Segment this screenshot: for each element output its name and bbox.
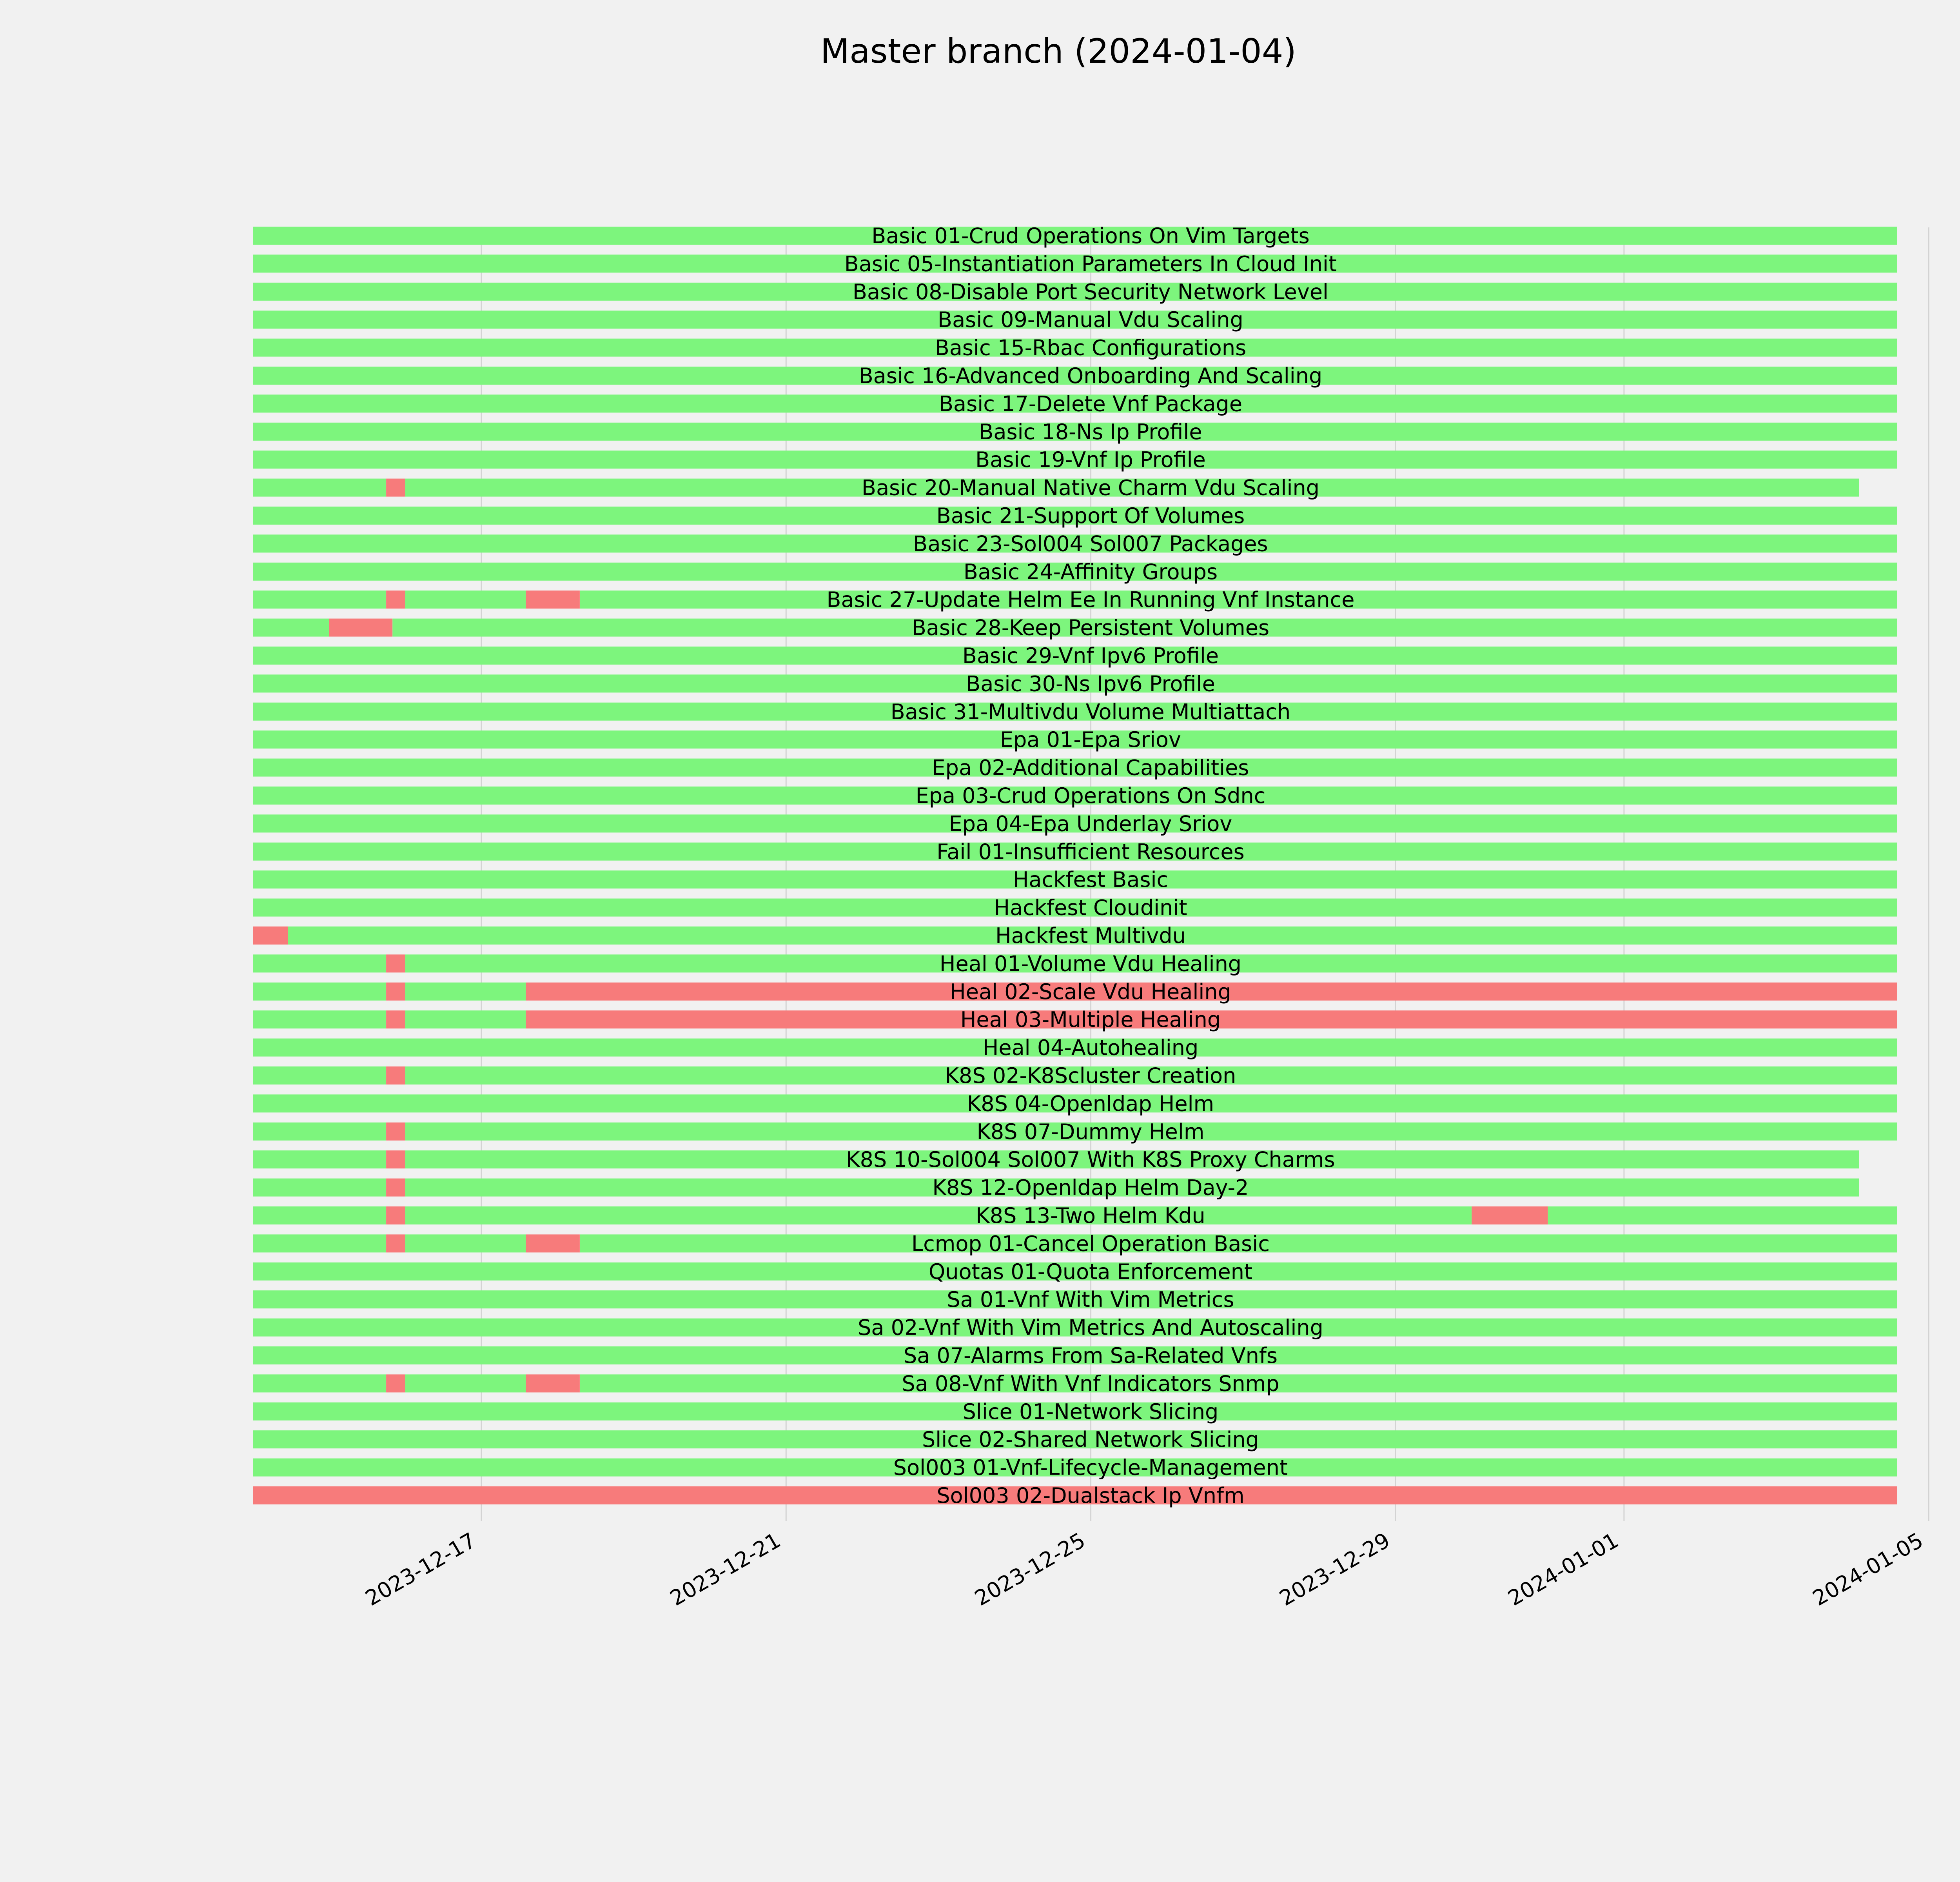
status-segment-pass: [253, 479, 386, 497]
test-label: Heal 04-Autohealing: [982, 1035, 1199, 1060]
x-tick-label: 2023-12-25: [970, 1528, 1090, 1611]
test-label: Basic 09-Manual Vdu Scaling: [938, 307, 1243, 332]
test-label: Basic 15-Rbac Configurations: [935, 335, 1247, 360]
status-segment-pass: [253, 1150, 386, 1168]
status-segment-fail: [386, 1374, 405, 1392]
test-label: Epa 01-Epa Sriov: [1000, 727, 1181, 752]
test-label: Basic 19-Vnf Ip Profile: [975, 447, 1206, 472]
test-label: Basic 29-Vnf Ipv6 Profile: [962, 643, 1219, 668]
status-segment-fail: [1472, 1206, 1548, 1224]
status-segment-pass: [253, 590, 386, 609]
test-label: Epa 02-Additional Capabilities: [932, 755, 1249, 780]
x-tick-label: 2023-12-17: [361, 1528, 480, 1611]
status-segment-fail: [329, 619, 392, 637]
status-segment-fail: [386, 983, 405, 1001]
status-segment-fail: [526, 590, 580, 609]
test-label: Hackfest Multivdu: [995, 923, 1186, 948]
status-segment-pass: [253, 983, 386, 1001]
test-label: Basic 20-Manual Native Charm Vdu Scaling: [862, 475, 1319, 500]
status-segment-pass: [405, 1374, 526, 1392]
x-axis: [361, 1528, 1927, 1611]
test-label: Hackfest Cloudinit: [994, 895, 1187, 920]
test-label: Hackfest Basic: [1013, 867, 1169, 892]
status-segment-pass: [253, 1206, 386, 1224]
status-segment-fail: [386, 1234, 405, 1252]
status-segment-pass: [253, 1123, 386, 1141]
status-segment-fail: [386, 1010, 405, 1028]
test-label: Basic 01-Crud Operations On Vim Targets: [871, 223, 1310, 248]
test-label: Heal 03-Multiple Healing: [960, 1007, 1221, 1032]
test-label: Basic 05-Instantiation Parameters In Cloud Init: [844, 251, 1337, 276]
x-tick-label: 2024-01-05: [1808, 1528, 1927, 1611]
test-label: K8S 04-Openldap Helm: [967, 1091, 1214, 1116]
test-label: Basic 18-Ns Ip Profile: [979, 419, 1202, 444]
status-segment-fail: [526, 1234, 580, 1252]
test-label: Lcmop 01-Cancel Operation Basic: [911, 1231, 1270, 1256]
test-label: K8S 02-K8Scluster Creation: [945, 1063, 1236, 1088]
status-segment-pass: [253, 1374, 386, 1392]
test-label: Sa 08-Vnf With Vnf Indicators Snmp: [902, 1371, 1279, 1396]
test-label: K8S 07-Dummy Helm: [976, 1119, 1205, 1144]
test-label: Slice 02-Shared Network Slicing: [922, 1427, 1259, 1452]
test-label: K8S 10-Sol004 Sol007 With K8S Proxy Charms: [846, 1147, 1335, 1172]
test-label: Quotas 01-Quota Enforcement: [928, 1259, 1253, 1284]
test-label: Sa 07-Alarms From Sa-Related Vnfs: [903, 1343, 1278, 1368]
chart-title: Master branch (2024-01-04): [820, 32, 1297, 71]
status-segment-pass: [253, 954, 386, 972]
test-label: Basic 16-Advanced Onboarding And Scaling: [858, 363, 1323, 388]
status-segment-fail: [386, 1150, 405, 1168]
test-label: Sa 01-Vnf With Vim Metrics: [947, 1287, 1234, 1312]
status-segment-fail: [386, 1123, 405, 1141]
test-label: Basic 23-Sol004 Sol007 Packages: [913, 531, 1268, 556]
test-label: Sol003 02-Dualstack Ip Vnfm: [936, 1483, 1245, 1508]
status-segment-fail: [386, 1206, 405, 1224]
test-label: Epa 04-Epa Underlay Sriov: [949, 811, 1232, 836]
status-segment-pass: [253, 1179, 386, 1197]
test-label: K8S 12-Openldap Helm Day-2: [932, 1175, 1249, 1200]
status-segment-pass: [253, 1234, 386, 1252]
status-segment-fail: [386, 479, 405, 497]
x-tick-label: 2023-12-29: [1275, 1528, 1394, 1611]
test-label: Basic 17-Delete Vnf Package: [938, 391, 1243, 416]
status-segment-fail: [386, 1179, 405, 1197]
test-label: Slice 01-Network Slicing: [962, 1399, 1219, 1424]
status-segment-fail: [386, 590, 405, 609]
status-segment-pass: [405, 1206, 1472, 1224]
test-label: Heal 01-Volume Vdu Healing: [939, 951, 1242, 976]
status-segment-pass: [405, 1010, 526, 1028]
test-label: Basic 30-Ns Ipv6 Profile: [966, 671, 1215, 696]
test-label: Sa 02-Vnf With Vim Metrics And Autoscaling: [858, 1315, 1323, 1340]
status-segment-pass: [253, 1010, 386, 1028]
status-segment-fail: [526, 1374, 580, 1392]
status-segment-fail: [386, 1066, 405, 1085]
test-label: Basic 24-Affinity Groups: [963, 559, 1218, 584]
test-label: Fail 01-Insufficient Resources: [936, 839, 1245, 864]
test-label: Basic 21-Support Of Volumes: [936, 503, 1245, 528]
test-label: K8S 13-Two Helm Kdu: [976, 1203, 1205, 1228]
x-tick-label: 2023-12-21: [666, 1528, 785, 1611]
x-tick-label: 2024-01-01: [1504, 1528, 1623, 1611]
status-segment-pass: [1548, 1206, 1897, 1224]
status-segment-fail: [253, 926, 288, 945]
status-segment-pass: [253, 1066, 386, 1085]
status-segment-pass: [405, 590, 526, 609]
test-label: Basic 08-Disable Port Security Network Level: [852, 279, 1329, 304]
status-segment-pass: [405, 1234, 526, 1252]
test-label: Basic 27-Update Helm Ee In Running Vnf Instance: [826, 587, 1355, 612]
status-segment-pass: [253, 619, 329, 637]
test-label: Epa 03-Crud Operations On Sdnc: [915, 783, 1266, 808]
status-bars: [253, 227, 1897, 1504]
status-segment-pass: [405, 983, 526, 1001]
test-label: Basic 31-Multivdu Volume Multiattach: [890, 699, 1291, 724]
test-label: Basic 28-Keep Persistent Volumes: [911, 615, 1270, 640]
test-label: Sol003 01-Vnf-Lifecycle-Management: [893, 1455, 1288, 1480]
status-segment-fail: [386, 954, 405, 972]
test-label: Heal 02-Scale Vdu Healing: [950, 979, 1231, 1004]
